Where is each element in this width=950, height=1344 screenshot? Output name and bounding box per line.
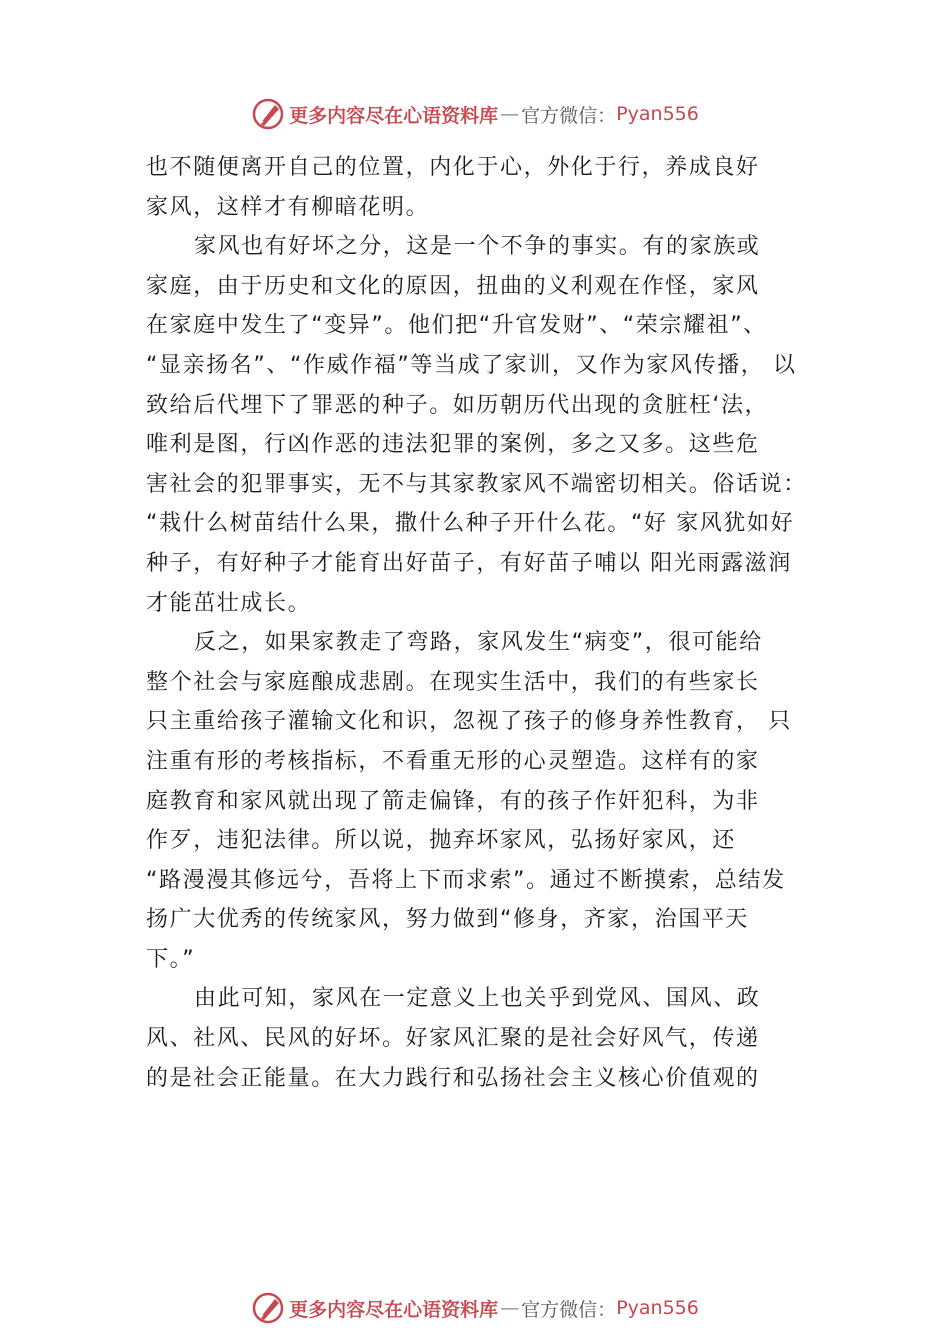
text-line: “显亲扬名”、“作威作福”等当成了家训，又作为家风传播， 以 <box>146 352 797 378</box>
text-line: 作歹，违犯法律。所以说，抛弃坏家风，弘扬好家风，还 <box>146 828 737 854</box>
text-line: 致给后代埋下了罪恶的种子。如历朝历代出现的贪脏枉‘法， <box>146 392 769 418</box>
text-line: 风、社风、民风的好坏。好家风汇聚的是社会好风气，传递 <box>146 1026 760 1052</box>
text-line: 家风，这样才有柳暗花明。 <box>146 194 430 220</box>
fountain-pen-circle-icon <box>251 97 285 131</box>
text-line: 害社会的犯罪事实，无不与其家教家风不端密切相关。俗话说： <box>146 471 807 497</box>
text-line: 在家庭中发生了“变异”。他们把“升官发财”、“荣宗耀祖”、 <box>146 313 767 339</box>
text-line: 整个社会与家庭酿成悲剧。在现实生活中，我们的有些家长 <box>146 669 760 695</box>
watermark-footer <box>0 1288 950 1328</box>
watermark-official-label: 官方微信： <box>521 1298 617 1321</box>
text-line: 的是社会正能量。在大力践行和弘扬社会主义核心价值观的 <box>146 1065 760 1091</box>
text-line: “栽什么树苗结什么果，撒什么种子开什么花。“好 家风犹如好 <box>146 511 795 537</box>
paragraph-start-line: 家风也有好坏之分，这是一个不争的事实。有的家族或 <box>194 234 761 260</box>
text-line: 庭教育和家风就出现了箭走偏锋，有的孩子作奸犯科，为非 <box>146 788 760 814</box>
text-line: 也不随便离开自己的位置，内化于心，外化于行，养成良好 <box>146 155 760 180</box>
watermark-header <box>0 94 950 134</box>
text-line: 家庭，由于历史和文化的原因，扭曲的义利观在作怪，家风 <box>146 273 760 299</box>
watermark-official-label: 官方微信： <box>521 104 617 127</box>
paragraph-start-line: 由此可知，家风在一定意义上也关乎到党风、国风、政 <box>194 986 761 1012</box>
text-line: 种子，有好种子才能育出好苗子，有好苗子哺以 阳光雨露滋润 <box>146 550 792 576</box>
paragraph-start-line: 反之，如果家教走了弯路，家风发生“病变”，很可能给 <box>194 630 763 656</box>
watermark-brand: 更多内容尽在心语资料库 <box>289 1298 499 1321</box>
text-line: 扬广大优秀的传统家风，努力做到“修身，齐家，治国平天 <box>146 907 749 933</box>
text-line: 唯利是图，行凶作恶的违法犯罪的案例，多之又多。这些危 <box>146 432 760 458</box>
document-body <box>146 148 846 1098</box>
text-line: 注重有形的考核指标，不看重无形的心灵塑造。这样有的家 <box>146 748 760 774</box>
fountain-pen-circle-icon <box>251 1291 285 1325</box>
text-line: “路漫漫其修远兮，吾将上下而求索”。通过不断摸索，总结发 <box>146 867 786 893</box>
watermark-wechat-id: Pyan556 <box>616 103 699 125</box>
text-line: 下。” <box>146 946 196 972</box>
watermark-wechat-id: Pyan556 <box>616 1297 699 1319</box>
watermark-dash: — <box>500 103 520 125</box>
watermark-dash: — <box>500 1297 520 1319</box>
watermark-brand: 更多内容尽在心语资料库 <box>289 104 499 127</box>
text-line: 才能茁壮成长。 <box>146 590 312 616</box>
text-line: 只主重给孩子灌输文化和识，忽视了孩子的修身养性教育， 只 <box>146 709 792 735</box>
